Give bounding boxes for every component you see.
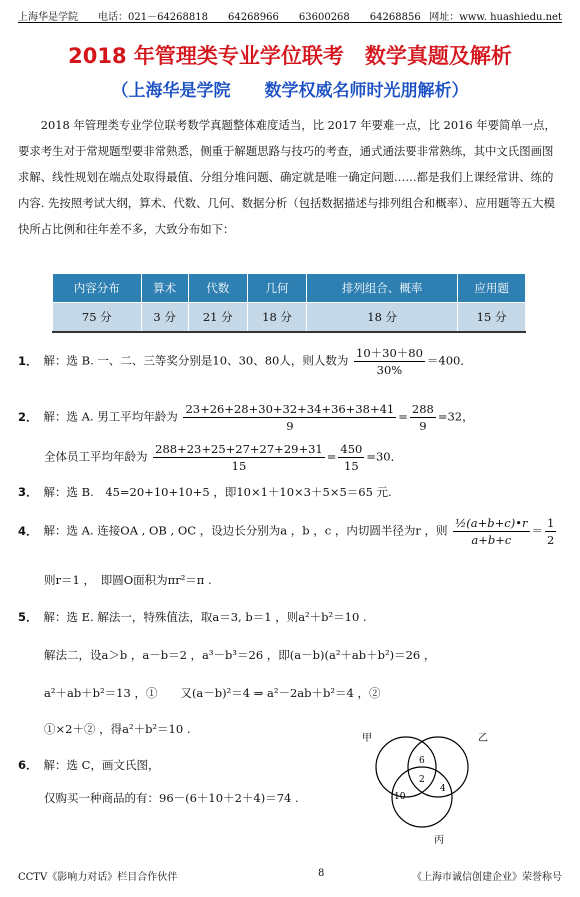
answer-2-line-2: 全体员工平均年龄为 $\frac{288+23+25+27+27+29+31}{15}$ = $\frac{450}{15}$ =30． — [44, 442, 403, 473]
venn-label-b: 乙 — [478, 733, 488, 744]
header-rule — [18, 22, 562, 23]
answer-5-line-3 — [44, 685, 380, 701]
footer-left: CCTV《影响力对话》栏目合作伙伴 — [18, 872, 178, 883]
venn-value: 2 — [419, 775, 425, 785]
answer-text: 解：选 C，画文氏图， — [43, 758, 160, 772]
denominator: 2 — [547, 533, 555, 547]
question-number: 4． — [18, 523, 38, 538]
table-row — [53, 303, 526, 333]
table-header: 应用题 — [458, 274, 526, 303]
numerator: 10＋30＋80 — [356, 346, 423, 360]
answer-5-line-2 — [44, 647, 435, 663]
answer-tail: =32， — [437, 409, 474, 424]
venn-value: 4 — [440, 784, 446, 794]
table-header: 排列组合、概率 — [307, 274, 458, 303]
table-header: 代数 — [188, 274, 247, 303]
fraction — [410, 401, 436, 434]
venn-label-a: 甲 — [362, 733, 372, 744]
answer-text: 解法二，设a＞b ，a－b＝2 ，a³－b³＝26 ，即(a－b)(a²＋ab＋b²)＝26 ， — [44, 648, 436, 662]
question-number: 2． — [18, 409, 38, 424]
fraction — [545, 515, 556, 548]
fraction — [153, 441, 325, 474]
answer-5-line-4 — [44, 721, 191, 737]
venn-value: 10 — [394, 792, 406, 802]
answer-5 — [18, 609, 367, 625]
score-distribution-table — [52, 273, 526, 333]
table-cell: 75 分 — [53, 303, 142, 333]
fraction — [183, 401, 396, 434]
answer-3 — [18, 484, 392, 500]
answer-text: 全体员工平均年龄为 — [44, 449, 148, 464]
table-cell: 15 分 — [458, 303, 526, 333]
venn-diagram — [348, 725, 498, 845]
answer-text: ①×2＋② ，得a²＋b²＝10 . — [44, 722, 191, 736]
answer-tail: ＝400． — [426, 353, 472, 368]
fraction — [338, 441, 364, 474]
numerator: 1 — [547, 516, 555, 530]
answer-text: 解：选 E. 解法一，特殊值法，取a＝3, b＝1 ，则a²＋b²＝10 . — [43, 610, 367, 624]
table-cell: 3 分 — [141, 303, 188, 333]
venn-value: 6 — [419, 756, 425, 766]
denominator: 15 — [344, 459, 359, 473]
answer-text: 解：选 A. 连接OA , OB , OC ，设边长分别为a ，b ，c ，内切圆半径为r ，则 — [43, 523, 448, 538]
venn-label-c: 丙 — [434, 835, 444, 845]
answer-text: 解：选 B. 一、二、三等奖分别是10、30、80人，则人数为 — [43, 353, 349, 368]
denominator: 30% — [376, 363, 403, 377]
table-cell: 18 分 — [307, 303, 458, 333]
answer-text: 仅购买一种商品的有：96－(6＋10＋2＋4)＝74 . — [44, 791, 299, 805]
table-header: 几何 — [247, 274, 306, 303]
fraction — [453, 515, 529, 548]
numerator: 450 — [340, 442, 363, 456]
answer-1 — [18, 345, 472, 378]
page-header — [18, 8, 562, 22]
header-contact: 上海华是学院 电话：021－64268818 64268966 63600268 64268856 — [18, 12, 421, 23]
numerator: ½(a+b+c)•r — [455, 516, 528, 530]
page-number: 8 — [318, 868, 325, 879]
answer-text: a²＋ab＋b²＝13 ，① 又(a－b)²＝4 ⇒ a²－2ab＋b²＝4 ，② — [44, 686, 381, 700]
answer-6 — [18, 757, 159, 773]
numerator: 288 — [411, 402, 434, 416]
header-website: 网址：www. huashiedu.net — [429, 12, 562, 23]
intro-paragraph — [18, 112, 564, 242]
denominator: a+b+c — [471, 533, 512, 547]
answer-4 — [18, 515, 558, 548]
table-cell: 21 分 — [188, 303, 247, 333]
answer-text: 解：选 A. 男工平均年龄为 — [43, 409, 178, 424]
question-number: 6． — [18, 758, 38, 772]
numerator: 288+23+25+27+27+29+31 — [155, 442, 323, 456]
denominator: 9 — [286, 419, 294, 433]
denominator: 9 — [419, 419, 427, 433]
equals: ＝ — [531, 523, 543, 538]
answer-4-line-2 — [44, 572, 212, 588]
answer-text: 解：选 B. 45=20+10+10+5 ，即10×1＋10×3＋5×5＝65 元. — [43, 485, 392, 499]
answer-2: 2． 解：选 A. 男工平均年龄为 $\frac{23+26+28+30+32+34+36+38+41}{9}$ = $\frac{288}{9}$ =32， — [18, 402, 474, 433]
footer-right: 《上海市诚信创建企业》荣誉称号 — [412, 872, 562, 883]
question-number: 1． — [18, 353, 38, 368]
table-cell: 18 分 — [247, 303, 306, 333]
table-header: 算术 — [141, 274, 188, 303]
table-header: 内容分布 — [53, 274, 142, 303]
intro-text: 2018 年管理类专业学位联考数学真题整体难度适当，比 2017 年要难一点，比 2016 年要简单一点，要求考生对于常规题型要非常熟悉，侧重于解题思路与技巧的考查，通式通法要非常熟练，其中文氏图画图求解、线性规划在端点处取得最值、分组分堆问题、确定就是唯一确定问题……都是我们上课经常讲、练的内容. 先按照考试大纲，算术、代数、几何、数据分析（包括数据描述与排列组合和概率）、应用题等五大模快所占比例和往年差不多，大致分布如下： — [18, 118, 556, 236]
question-number: 3． — [18, 485, 38, 499]
numerator: 23+26+28+30+32+34+36+38+41 — [185, 402, 395, 416]
answer-tail: =30． — [366, 449, 403, 464]
table-header-row — [53, 274, 526, 303]
answer-text: 则r＝1 ， 即圆O面积为πr²＝π . — [44, 573, 212, 587]
question-number: 5． — [18, 610, 38, 624]
denominator: 15 — [231, 459, 247, 473]
page-subtitle: （上海华是学院 数学权威名师时光朋解析） — [111, 81, 469, 101]
fraction — [354, 345, 425, 378]
answer-6-line-2 — [44, 790, 299, 806]
page-title: 2018 年管理类专业学位联考 数学真题及解析 — [68, 44, 512, 68]
